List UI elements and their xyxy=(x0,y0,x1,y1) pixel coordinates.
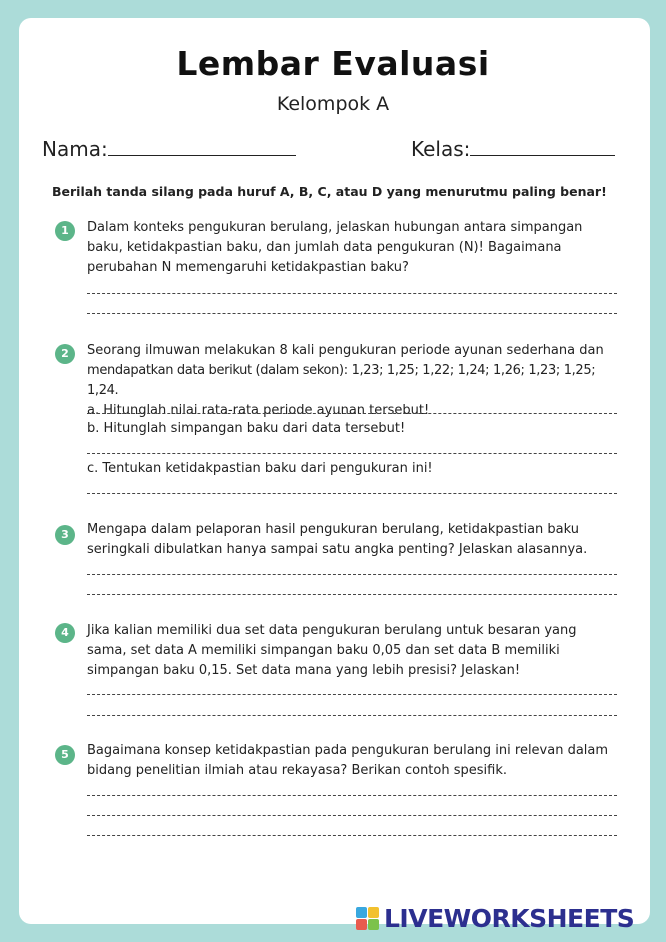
liveworksheets-logo[interactable] xyxy=(356,904,634,932)
logo-blocks-icon xyxy=(356,907,379,930)
answer-line[interactable] xyxy=(87,694,617,695)
question-5-text xyxy=(87,741,627,781)
question-4-line: Jika kalian memiliki dua set data pengukuran berulang untuk besaran yang xyxy=(87,623,577,638)
instruction-text: Berilah tanda silang pada huruf A, B, C, atau D yang menurutmu paling benar! xyxy=(52,184,607,199)
question-number-5: 5 xyxy=(55,745,75,765)
kelas-blank-line[interactable] xyxy=(470,139,615,156)
answer-line[interactable] xyxy=(87,815,617,816)
question-4-line: sama, set data A memiliki simpangan baku 0,05 dan set data B memiliki xyxy=(87,643,560,658)
question-number-4: 4 xyxy=(55,623,75,643)
question-2b-text: b. Hitunglah simpangan baku dari data tersebut! xyxy=(87,421,406,436)
question-5-line: bidang penelitian ilmiah atau rekayasa? Berikan contoh spesifik. xyxy=(87,763,507,778)
question-number-2: 2 xyxy=(55,344,75,364)
answer-line[interactable] xyxy=(87,715,617,716)
question-4-line: simpangan baku 0,15. Set data mana yang lebih presisi? Jelaskan! xyxy=(87,663,521,678)
answer-line[interactable] xyxy=(87,574,617,575)
question-1-text xyxy=(87,218,627,278)
nama-label: Nama: xyxy=(42,137,108,161)
question-2-line: mendapatkan data berikut (dalam sekon): 1,23; 1,25; 1,22; 1,24; 1,26; 1,23; 1,25; 1,24. xyxy=(87,363,596,398)
page-title: Lembar Evaluasi xyxy=(176,44,490,83)
question-2-text xyxy=(87,341,627,421)
nama-blank-line[interactable] xyxy=(108,139,296,156)
answer-line[interactable] xyxy=(87,835,617,836)
question-1-line: Dalam konteks pengukuran berulang, jelaskan hubungan antara simpangan xyxy=(87,220,583,235)
answer-line[interactable] xyxy=(87,313,617,314)
answer-line[interactable] xyxy=(87,413,617,414)
nama-field[interactable] xyxy=(42,137,296,161)
question-3-line: Mengapa dalam pelaporan hasil pengukuran berulang, ketidakpastian baku xyxy=(87,522,580,537)
question-1-line: baku, ketidakpastian baku, dan jumlah data pengukuran (N)! Bagaimana xyxy=(87,240,562,255)
logo-wordmark: LIVEWORKSHEETS xyxy=(384,903,635,933)
question-2-line: Seorang ilmuwan melakukan 8 kali pengukuran periode ayunan sederhana dan xyxy=(87,343,604,358)
question-4-text xyxy=(87,621,627,681)
page-subtitle: Kelompok A xyxy=(276,93,390,115)
answer-line[interactable] xyxy=(87,493,617,494)
question-3-text xyxy=(87,520,627,560)
question-number-1: 1 xyxy=(55,221,75,241)
kelas-label: Kelas: xyxy=(411,137,471,161)
answer-line[interactable] xyxy=(87,594,617,595)
question-number-3: 3 xyxy=(55,525,75,545)
answer-line[interactable] xyxy=(87,795,617,796)
question-2-line: a. Hitunglah nilai rata-rata periode ayunan tersebut! xyxy=(87,403,430,418)
question-1-line: perubahan N memengaruhi ketidakpastian baku? xyxy=(87,260,409,275)
answer-line[interactable] xyxy=(87,453,617,454)
answer-line[interactable] xyxy=(87,293,617,294)
kelas-field[interactable] xyxy=(411,137,615,161)
question-3-line: seringkali dibulatkan hanya sampai satu angka penting? Jelaskan alasannya. xyxy=(87,542,588,557)
question-2c-text: c. Tentukan ketidakpastian baku dari pengukuran ini! xyxy=(87,461,433,476)
question-5-line: Bagaimana konsep ketidakpastian pada pengukuran berulang ini relevan dalam xyxy=(87,743,609,758)
